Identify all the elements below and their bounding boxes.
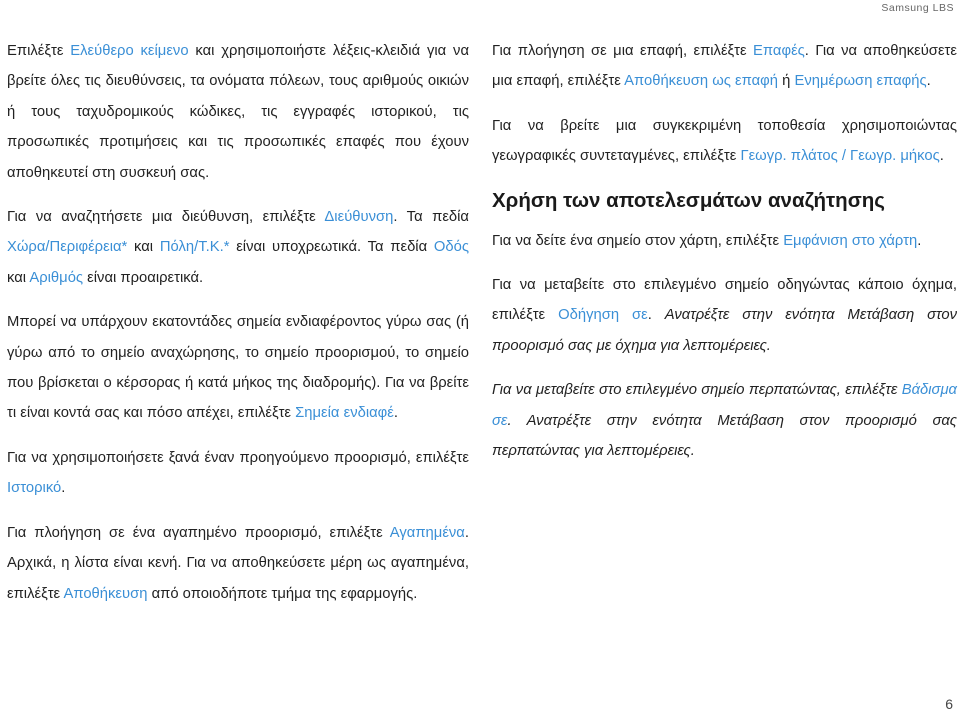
brand-product: LBS xyxy=(932,2,954,14)
text-run: Για να δείτε ένα σημείο στον χάρτη, επιλέξτε xyxy=(492,232,784,249)
link-free-text[interactable]: Ελεύθερο κείμενο xyxy=(70,43,189,59)
link-favorites[interactable]: Αγαπημένα xyxy=(389,524,465,541)
text-run: . xyxy=(393,405,398,422)
text-run: Για να αναζητήσετε μια διεύθυνση, επιλέξτε xyxy=(7,209,325,226)
paragraph-address xyxy=(7,202,469,293)
link-street[interactable]: Οδός xyxy=(433,239,469,256)
paragraph-poi xyxy=(7,307,469,429)
text-run: . xyxy=(61,480,66,497)
text-run: είναι προαιρετικά. xyxy=(83,269,204,286)
text-run: . Αρχικά, η λίστα είναι κενή. Για να αποθηκεύσετε μέρη ως αγαπημένα, επιλέξτε xyxy=(7,524,469,602)
link-drive-to[interactable]: Οδήγηση σε xyxy=(558,307,648,324)
link-city-postcode[interactable]: Πόλη/Τ.Κ.* xyxy=(159,239,230,256)
italic-note: Ανατρέξτε στην ενότητα Μετάβαση στον προορισμό σας με όχημα για λεπτομέρειες. xyxy=(492,307,957,354)
text-run: Για να μεταβείτε στο επιλεγμένο σημείο οδηγώντας κάποιο όχημα, επιλέξτε xyxy=(492,277,957,324)
text-run: Για να χρησιμοποιήσετε ξανά έναν προηγούμενο προορισμό, επιλέξτε xyxy=(7,449,469,466)
text-run: και xyxy=(127,239,160,256)
paragraph-contacts xyxy=(492,36,957,97)
text-run: από οποιοδήποτε τμήμα της εφαρμογής. xyxy=(147,585,418,602)
link-address[interactable]: Διεύθυνση xyxy=(324,209,394,226)
text-run: . xyxy=(939,148,944,165)
text-run: Για πλοήγηση σε μια επαφή, επιλέξτε xyxy=(492,43,754,59)
text-run: . Για να αποθηκεύσετε μια επαφή, επιλέξτε xyxy=(492,43,957,90)
italic-text: Για να μεταβείτε στο επιλεγμένο σημείο περπατώντας, επιλέξτε xyxy=(492,382,902,399)
paragraph-drive-to xyxy=(492,270,957,361)
paragraph-favorites xyxy=(7,518,469,609)
text-run: . xyxy=(917,232,922,249)
text-run: ή xyxy=(778,73,795,90)
section-heading: Χρήση των αποτελεσμάτων αναζήτησης xyxy=(492,188,885,212)
page-number: 6 xyxy=(945,696,953,712)
link-walk-to[interactable]: Βάδισμα σε xyxy=(492,382,957,429)
right-column xyxy=(492,36,957,480)
link-lat-long[interactable]: Γεωγρ. πλάτος / Γεωγρ. μήκος xyxy=(740,148,940,165)
text-run: Μπορεί να υπάρχουν εκατοντάδες σημεία ενδιαφέροντος γύρω σας (ή γύρω από το σημείο αναχώρησης, το σημείο προορισμού, το σημείο που βρίσκεται ο κέρσορας ή κατά μήκος της διαδρομής). Για να βρείτε τι είναι κοντά σας και πόσο απέχει, επιλέξτε xyxy=(7,314,469,422)
italic-text: . Ανατρέξτε στην ενότητα Μετάβαση στον προορισμό σας περπατώντας για λεπτομέρειες. xyxy=(492,412,957,460)
brand-header xyxy=(881,2,954,14)
brand-name: Samsung xyxy=(881,2,930,14)
link-number[interactable]: Αριθμός xyxy=(29,269,84,286)
text-run: και xyxy=(7,269,30,286)
text-run: . xyxy=(926,73,931,90)
paragraph-walk-to xyxy=(492,375,957,466)
paragraph-free-text xyxy=(7,36,469,188)
paragraph-history xyxy=(7,443,469,504)
link-save[interactable]: Αποθήκευση xyxy=(63,585,148,602)
text-run: Για πλοήγηση σε ένα αγαπημένο προορισμό, επιλέξτε xyxy=(7,524,390,541)
link-show-on-map[interactable]: Εμφάνιση στο χάρτη xyxy=(783,232,918,249)
text-run: Για να βρείτε μια συγκεκριμένη τοποθεσία χρησιμοποιώντας γεωγραφικές συντεταγμένες, επιλέξτε xyxy=(492,117,957,165)
text-run: . xyxy=(647,307,665,324)
text-run: . Τα πεδία xyxy=(393,209,469,226)
link-points-of-interest[interactable]: Σημεία ενδιαφέ xyxy=(295,405,394,422)
left-column xyxy=(7,36,469,623)
link-save-as-contact[interactable]: Αποθήκευση ως επαφή xyxy=(624,73,779,90)
link-history[interactable]: Ιστορικό xyxy=(7,480,62,497)
link-update-contact[interactable]: Ενημέρωση επαφής xyxy=(794,73,927,90)
text-run: είναι υποχρεωτικά. Τα πεδία xyxy=(229,239,434,256)
paragraph-show-on-map xyxy=(492,226,957,256)
link-country-region[interactable]: Χώρα/Περιφέρεια* xyxy=(7,239,128,256)
text-run: Επιλέξτε xyxy=(7,43,71,59)
link-contacts[interactable]: Επαφές xyxy=(753,43,805,59)
text-run: και χρησιμοποιήστε λέξεις-κλειδιά για να βρείτε όλες τις διευθύνσεις, τα ονόματα πόλεων, τους αριθμούς οικιών ή τους ταχυδρομικούς κώδικες, τις εγγραφές ιστορικού, τις προσωπικές προτιμήσεις και τις προσωπικές επαφές που έχουν αποθηκευτεί στη συσκευή σας. xyxy=(7,43,469,181)
paragraph-coordinates xyxy=(492,111,957,172)
